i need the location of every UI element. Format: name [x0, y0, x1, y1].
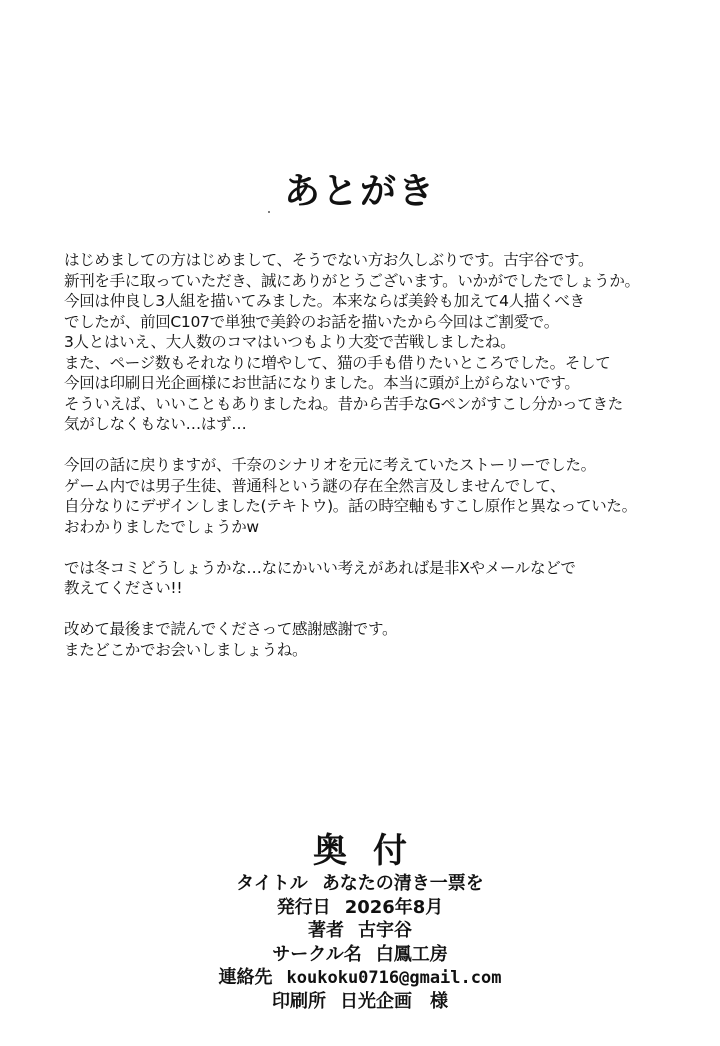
- colophon-title: 奥付: [313, 831, 433, 871]
- colophon-label: 連絡先: [218, 967, 273, 988]
- colophon-label: タイトル: [236, 873, 308, 894]
- afterword-line: でしたが、前回C107で単独で美鈴のお話を描いたから今回はご割愛で。: [64, 312, 559, 331]
- colophon-label: 著者: [308, 920, 344, 941]
- afterword-line: 今回は印刷日光企画様にお世話になりました。本当に頭が上がらないです。: [64, 374, 580, 392]
- afterword-line: 教えてください!!: [64, 579, 183, 597]
- afterword-line: 今回の話に戻りますが、千奈のシナリオを元に考えていたストーリーでした。: [64, 456, 596, 474]
- colophon-label: サークル名: [272, 943, 362, 965]
- afterword-line: 新刊を手に取っていただき、誠にありがとうございます。いかがでしたでしょうか。: [64, 271, 640, 290]
- colophon-label: 印刷所: [272, 990, 326, 1012]
- afterword-line: はじめましての方はじめまして、そうでない方お久しぶりです。古宇谷です。: [64, 251, 594, 269]
- colophon-date-row: [0, 896, 720, 920]
- print-speck: [268, 211, 270, 213]
- printer-name: 日光企画 様: [340, 990, 448, 1012]
- afterword-line: 3人とはいえ、大人数のコマはいつもより大変で苦戦しましたね。: [64, 333, 516, 351]
- colophon-title-row: [0, 872, 720, 896]
- colophon-circle-row: [0, 943, 720, 967]
- afterword-blank-line: [64, 599, 664, 620]
- afterword-line: ゲーム内では男子生徒、普通科という謎の存在全然言及しませんでして、: [64, 476, 566, 495]
- afterword-line: では冬コミどうしょうかな…なにかいい考えがあれば是非Xやメールなどで: [64, 558, 576, 577]
- afterword-line: また、ページ数もそれなりに増やして、猫の手も借りたいところでした。そして: [64, 353, 611, 372]
- afterword-line: おわかりましたでしょうかw: [64, 517, 259, 536]
- afterword-line: またどこかでお会いしましょうね。: [64, 640, 308, 659]
- circle-name: 白鳳工房: [375, 943, 448, 965]
- colophon: [0, 872, 720, 1013]
- publish-date: 2026年8月: [344, 896, 444, 918]
- colophon-contact-row: [0, 966, 720, 990]
- contact-email: koukoku0716@gmail.com: [286, 968, 502, 988]
- book-title: あなたの清き一票を: [321, 873, 484, 894]
- colophon-label: 発行日: [276, 896, 331, 918]
- afterword-body: [64, 250, 664, 660]
- colophon-author-row: [0, 919, 720, 943]
- author-name: 古宇谷: [358, 920, 412, 941]
- afterword-line: 今回は仲良し3人組を描いてみました。本来ならば美鈴も加えて4人描くべき: [64, 292, 585, 310]
- afterword-line: 改めて最後まで読んでくださって感謝感謝です。: [64, 620, 398, 638]
- afterword-blank-line: [64, 435, 664, 456]
- afterword-line: そういえば、いいこともありましたね。昔から苦手なGペンがすこし分かってきた: [64, 394, 623, 413]
- afterword-blank-line: [64, 537, 664, 558]
- afterword-title: あとがき: [283, 171, 436, 212]
- colophon-printer-row: [0, 990, 720, 1014]
- afterword-line: 気がしなくもない…はず…: [64, 415, 247, 433]
- afterword-line: 自分なりにデザインしました(テキトウ)。話の時空軸もすこし原作と異なっていた。: [64, 497, 637, 515]
